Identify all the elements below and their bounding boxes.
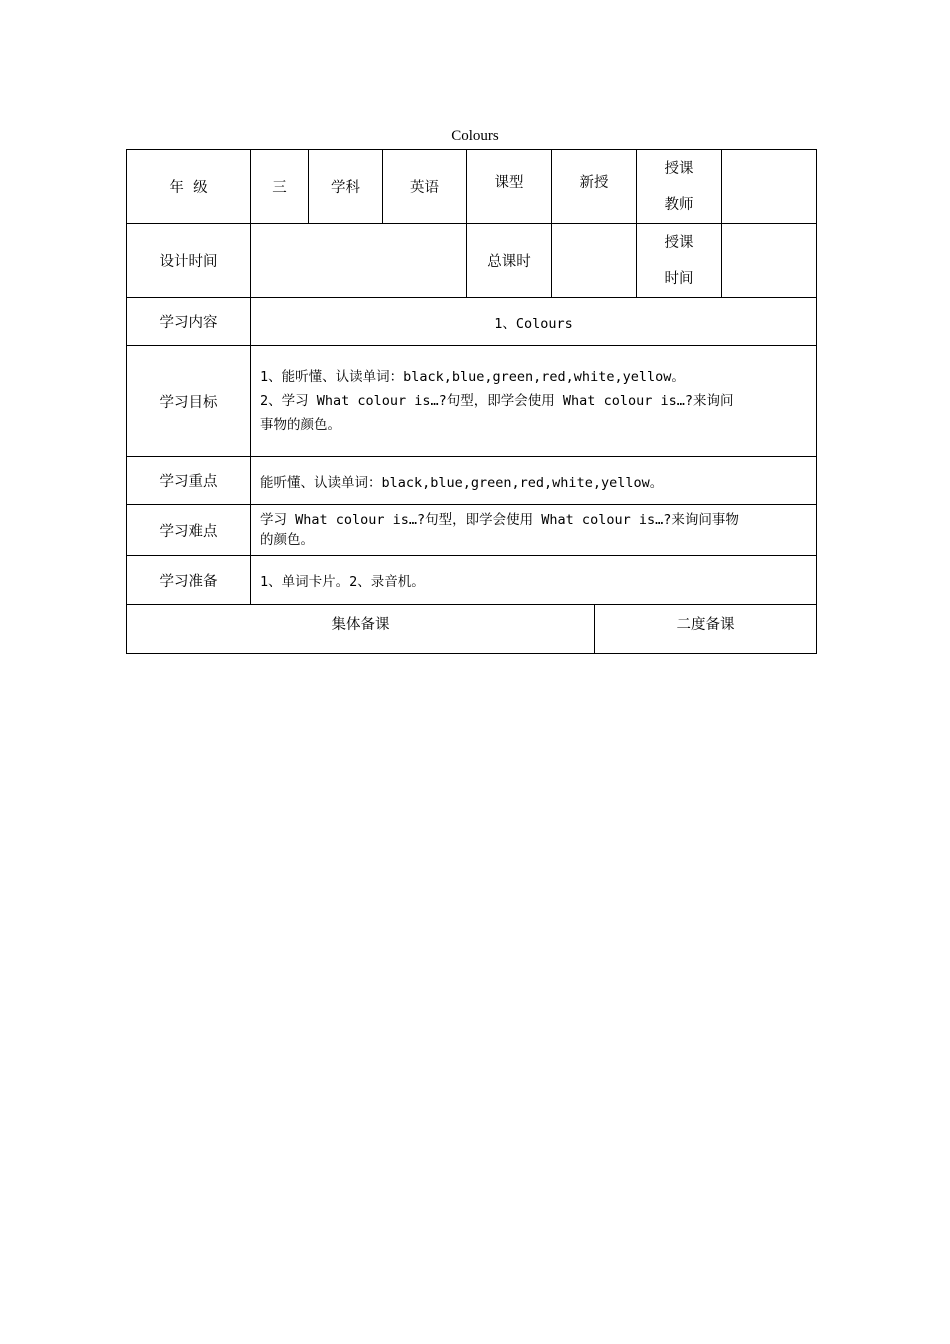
table-row <box>127 150 817 224</box>
collective-prep-label: 集体备课 <box>127 605 595 654</box>
total-hours-label: 总课时 <box>467 224 552 298</box>
key-points-label: 学习重点 <box>127 457 251 505</box>
table-row <box>127 505 817 556</box>
grade-value: 三 <box>251 150 309 224</box>
total-hours-value <box>552 224 637 298</box>
teach-time-label <box>637 224 722 298</box>
preparation-value: 1、单词卡片。2、录音机。 <box>251 556 817 605</box>
design-time-label: 设计时间 <box>127 224 251 298</box>
content-label: 学习内容 <box>127 298 251 346</box>
design-time-value <box>251 224 467 298</box>
table-row <box>127 457 817 505</box>
content-value: 1、Colours <box>251 298 817 346</box>
difficulties-value <box>251 505 817 556</box>
objectives-label: 学习目标 <box>127 346 251 457</box>
teacher-label-line2: 教师 <box>664 196 694 213</box>
teach-time-label-line2: 时间 <box>664 270 694 287</box>
key-points-value: 能听懂、认读单词：black,blue,green,red,white,yellow。 <box>251 457 817 505</box>
objectives-line-1: 1、能听懂、认读单词：black,blue,green,red,white,yellow。 <box>260 369 685 385</box>
lesson-plan-table <box>126 149 817 654</box>
teacher-label-line1: 授课 <box>664 160 694 177</box>
subject-label: 学科 <box>309 150 383 224</box>
table-row <box>127 298 817 346</box>
document-title: Colours <box>451 128 499 144</box>
lesson-type-value: 新授 <box>552 150 637 224</box>
teach-time-label-line1: 授课 <box>664 234 694 251</box>
teach-time-value <box>722 224 817 298</box>
subject-value: 英语 <box>383 150 467 224</box>
objectives-line-3: 事物的颜色。 <box>260 417 341 433</box>
table-row <box>127 605 817 654</box>
preparation-label: 学习准备 <box>127 556 251 605</box>
difficulties-line-1: 学习 What colour is…?句型，即学会使用 What colour is…?来询问事物 <box>260 512 739 528</box>
difficulties-label: 学习难点 <box>127 505 251 556</box>
secondary-prep-label: 二度备课 <box>595 605 817 654</box>
difficulties-line-2: 的颜色。 <box>260 532 314 548</box>
objectives-line-2: 2、学习 What colour is…?句型，即学会使用 What colour is…?来询问 <box>260 393 734 409</box>
lesson-type-label: 课型 <box>467 150 552 224</box>
table-row <box>127 556 817 605</box>
teacher-value <box>722 150 817 224</box>
objectives-value <box>251 346 817 457</box>
teacher-label <box>637 150 722 224</box>
grade-label: 年 级 <box>127 150 251 224</box>
table-row <box>127 224 817 298</box>
table-row <box>127 346 817 457</box>
